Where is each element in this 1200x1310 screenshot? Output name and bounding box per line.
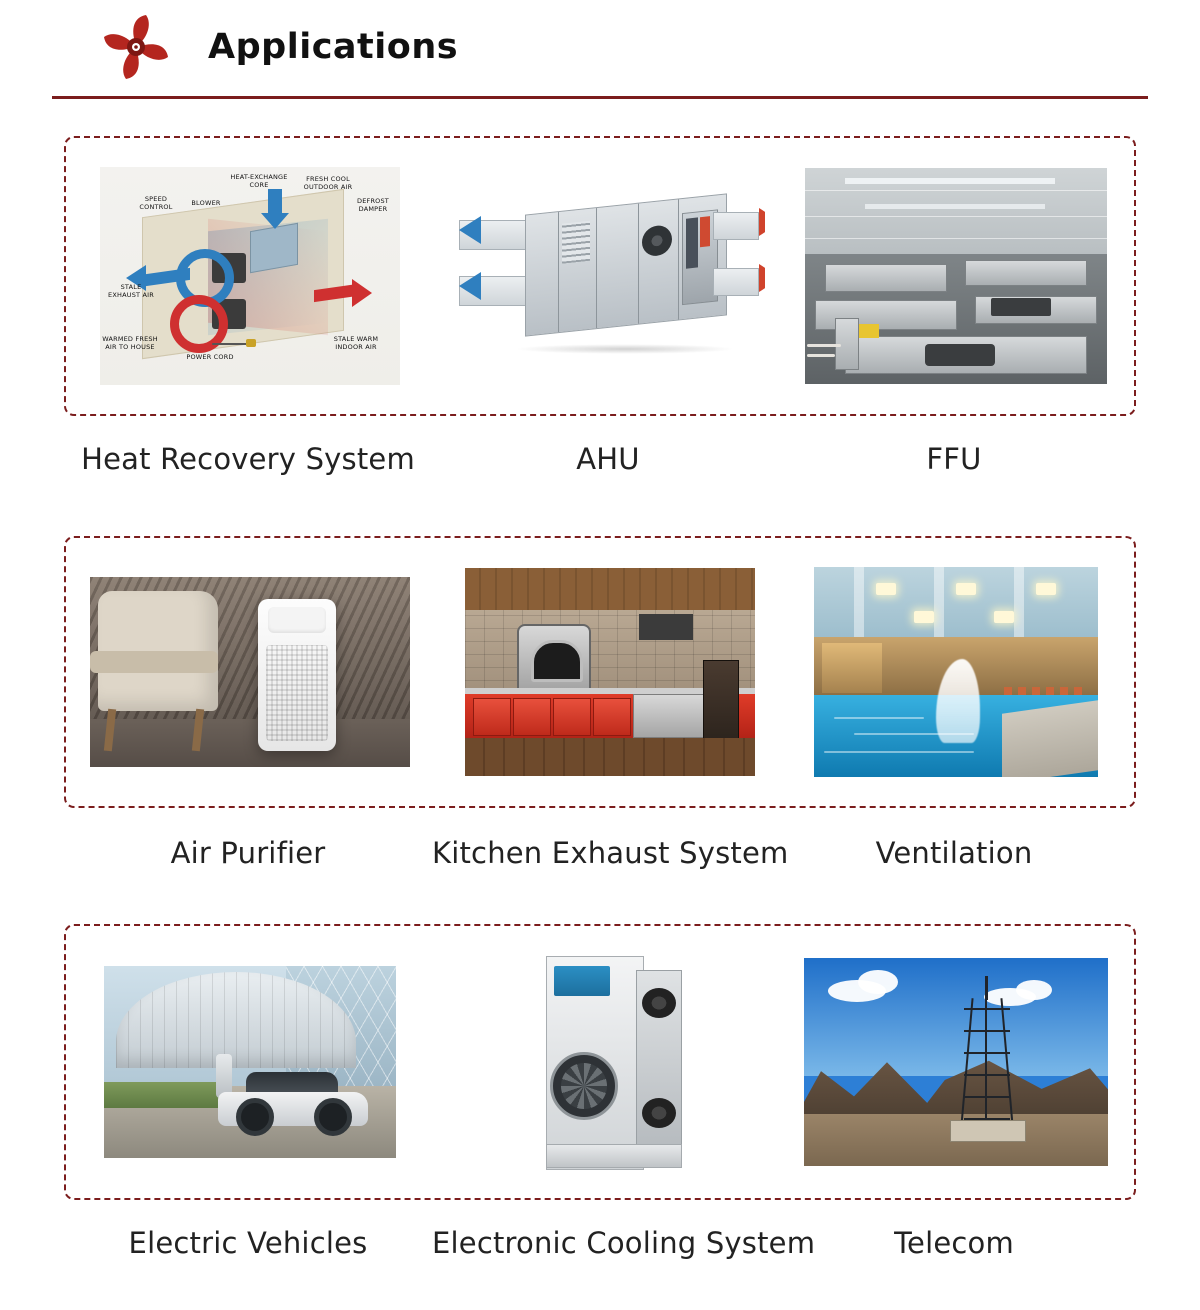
applications-row-2 — [64, 536, 1136, 808]
application-item-kitchen-exhaust[interactable] — [434, 538, 786, 806]
application-item-ffu[interactable] — [786, 138, 1126, 414]
diagram-label-blower: BLOWER — [191, 199, 221, 207]
dashed-panel-row-3 — [64, 924, 1136, 1200]
diagram-label-fresh-cool-outdoor-air: FRESH COOL OUTDOOR AIR — [303, 175, 353, 192]
applications-row-2-labels — [64, 836, 1136, 870]
diagram-label-stale-exhaust-air: STALE EXHAUST AIR — [108, 283, 154, 300]
application-label-kitchen-exhaust: Kitchen Exhaust System — [432, 836, 789, 870]
fan-icon — [100, 13, 172, 81]
air-handling-unit-render — [455, 176, 765, 376]
diagram-label-power-cord: POWER CORD — [186, 353, 234, 361]
page-title: Applications — [208, 27, 459, 67]
diagram-label-defrost-damper: DEFROST DAMPER — [357, 197, 389, 214]
diagram-label-speed-control: SPEED CONTROL — [139, 195, 173, 212]
applications-row-3 — [64, 924, 1136, 1200]
applications-row-3-labels — [64, 1226, 1136, 1260]
header-divider — [52, 96, 1148, 99]
application-item-telecom[interactable] — [786, 926, 1126, 1198]
application-label-air-purifier: Air Purifier — [170, 836, 326, 870]
application-label-ffu: FFU — [926, 442, 982, 476]
application-label-telecom: Telecom — [894, 1226, 1014, 1260]
fan-filter-unit-cleanroom-photo — [805, 168, 1107, 384]
application-item-electronic-cooling[interactable] — [434, 926, 786, 1198]
telecom-tower-photo — [804, 958, 1108, 1166]
application-label-ahu: AHU — [576, 442, 640, 476]
application-item-air-purifier[interactable] — [66, 538, 434, 806]
electronic-cooling-cabinet-photo — [510, 948, 710, 1176]
application-item-heat-recovery[interactable] — [66, 138, 434, 414]
application-label-electronic-cooling: Electronic Cooling System — [432, 1226, 816, 1260]
diagram-label-stale-warm-indoor-air: STALE WARM INDOOR AIR — [333, 335, 379, 352]
applications-row-1 — [64, 136, 1136, 416]
diagram-label-heat-exchange-core: HEAT-EXCHANGE CORE — [230, 173, 288, 190]
heat-recovery-system-diagram — [100, 167, 400, 385]
application-item-ahu[interactable] — [434, 138, 786, 414]
application-label-ventilation: Ventilation — [875, 836, 1033, 870]
indoor-swimming-pool-photo — [814, 567, 1098, 777]
application-item-electric-vehicles[interactable] — [66, 926, 434, 1198]
telecom-tower — [964, 998, 1010, 1126]
dashed-panel-row-1 — [64, 136, 1136, 416]
ev-charging-station-photo — [104, 966, 396, 1158]
application-label-electric-vehicles: Electric Vehicles — [128, 1226, 368, 1260]
air-purifier-room-photo — [90, 577, 410, 767]
page-header — [0, 0, 1200, 80]
diagram-label-warmed-fresh-air: WARMED FRESH AIR TO HOUSE — [102, 335, 158, 352]
dashed-panel-row-2 — [64, 536, 1136, 808]
commercial-kitchen-photo — [465, 568, 755, 776]
application-label-heat-recovery: Heat Recovery System — [81, 442, 415, 476]
applications-row-1-labels — [64, 442, 1136, 476]
application-item-ventilation[interactable] — [786, 538, 1126, 806]
